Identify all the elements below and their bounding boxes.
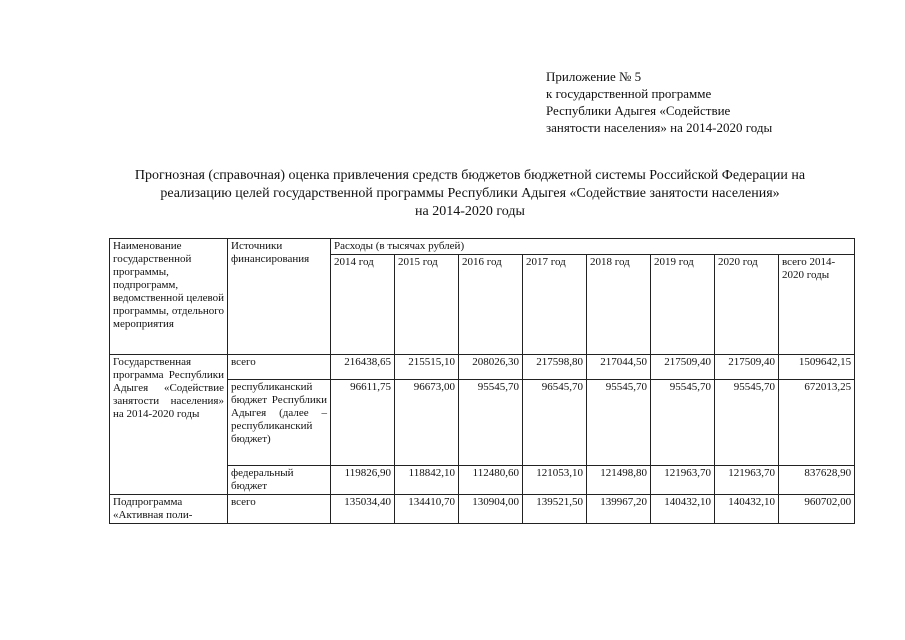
value-cell: 96545,70 [523,380,587,466]
value-cell: 118842,10 [395,466,459,495]
value-cell: 217598,80 [523,355,587,380]
title-line: на 2014-2020 годы [415,204,525,219]
source-cell: всего [228,495,331,524]
value-cell: 837628,90 [779,466,855,495]
total-header: всего 2014-2020 годы [779,255,855,355]
value-cell: 672013,25 [779,380,855,466]
value-cell: 95545,70 [651,380,715,466]
source-cell: республиканский бюджет Республики Адыгея (далее – республиканский бюджет) [228,380,331,466]
value-cell: 208026,30 [459,355,523,380]
header-source: Источники финансирования [228,239,331,355]
source-cell: федеральный бюджет [228,466,331,495]
appendix-line: к государственной программе [546,86,712,101]
value-cell: 215515,10 [395,355,459,380]
value-cell: 119826,90 [331,466,395,495]
value-cell: 140432,10 [651,495,715,524]
value-cell: 139967,20 [587,495,651,524]
title-line: реализацию целей государственной программы Республики Адыгея «Содействие занятости населения» [160,186,780,201]
value-cell: 140432,10 [715,495,779,524]
title-line: Прогнозная (справочная) оценка привлечения средств бюджетов бюджетной системы Российской Федерации на [134,168,806,183]
value-cell: 96673,00 [395,380,459,466]
value-cell: 1509642,15 [779,355,855,380]
year-header: 2016 год [459,255,523,355]
value-cell: 96611,75 [331,380,395,466]
program-name: Государственная программа Республики Адыгея «Содействие занятости населения» на 2014-2020 годы [110,355,228,495]
appendix-line: занятости населения» на 2014-2020 годы [546,120,773,135]
appendix-line: Приложение № 5 [546,69,642,84]
budget-table [109,238,855,524]
header-name: Наименование государственной программы, подпрограмм, ведомственной целевой программы, отдельного мероприятия [110,239,228,355]
value-cell: 95545,70 [715,380,779,466]
value-cell: 121498,80 [587,466,651,495]
year-header: 2014 год [331,255,395,355]
value-cell: 121963,70 [651,466,715,495]
subprogram-name: Подпрограмма «Активная поли- [110,495,228,524]
appendix-line: Республики Адыгея «Содействие [546,103,731,118]
year-header: 2017 год [523,255,587,355]
value-cell: 960702,00 [779,495,855,524]
value-cell: 134410,70 [395,495,459,524]
year-header: 2018 год [587,255,651,355]
value-cell: 217509,40 [651,355,715,380]
value-cell: 95545,70 [587,380,651,466]
value-cell: 135034,40 [331,495,395,524]
value-cell: 112480,60 [459,466,523,495]
value-cell: 95545,70 [459,380,523,466]
value-cell: 130904,00 [459,495,523,524]
year-header: 2015 год [395,255,459,355]
year-header: 2019 год [651,255,715,355]
value-cell: 216438,65 [331,355,395,380]
value-cell: 217509,40 [715,355,779,380]
year-header: 2020 год [715,255,779,355]
appendix-block [546,68,772,136]
document-title [100,167,840,221]
value-cell: 121053,10 [523,466,587,495]
value-cell: 121963,70 [715,466,779,495]
value-cell: 139521,50 [523,495,587,524]
header-expenses: Расходы (в тысячах рублей) [331,239,855,255]
value-cell: 217044,50 [587,355,651,380]
source-cell: всего [228,355,331,380]
